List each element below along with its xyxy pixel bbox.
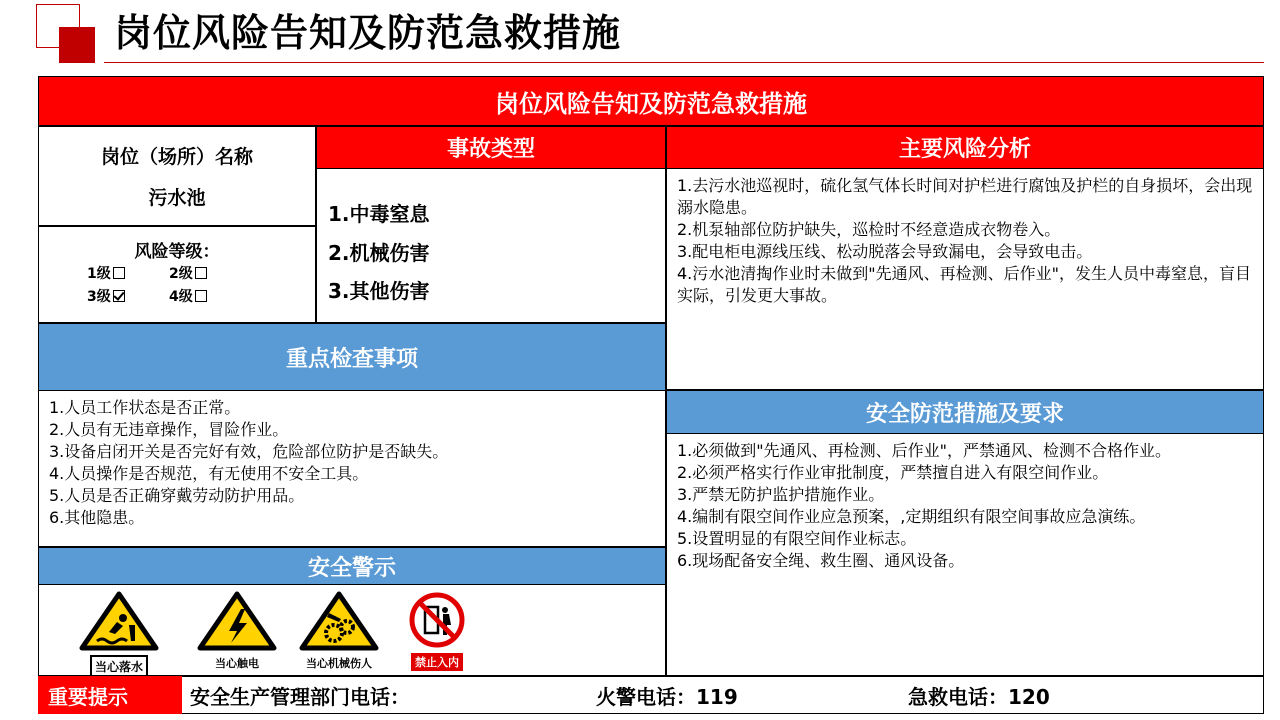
list-item: 3.严禁无防护监护措施作业。 — [677, 485, 885, 504]
list-item: 3.其他伤害 — [328, 279, 430, 303]
title-divider — [104, 62, 1264, 63]
inspection-header: 重点检查事项 — [38, 323, 666, 391]
checkbox-icon — [195, 267, 207, 279]
checkbox-icon — [113, 267, 125, 279]
warning-header: 安全警示 — [38, 547, 666, 585]
sign-label: 当心机械伤人 — [306, 657, 372, 670]
list-item: 2.人员有无违章操作，冒险作业。 — [49, 420, 289, 439]
list-item: 5.设置明显的有限空间作业标志。 — [677, 529, 917, 548]
post-name-cell — [38, 126, 316, 226]
risk-level-label: 风险等级： — [134, 242, 220, 262]
risk-level-2: 2级 — [169, 263, 207, 283]
list-item: 6.其他隐患。 — [49, 508, 145, 527]
risk-analysis-header: 主要风险分析 — [666, 126, 1264, 169]
post-name-value: 污水池 — [148, 187, 206, 209]
sign-label: 当心落水 — [90, 655, 148, 678]
list-item: 4.人员操作是否规范，有无使用不安全工具。 — [49, 464, 369, 483]
accident-type-header: 事故类型 — [316, 126, 666, 169]
checkbox-icon — [195, 290, 207, 302]
page-title: 岗位风险告知及防范急救措施 — [114, 11, 622, 55]
list-item: 5.人员是否正确穿戴劳动防护用品。 — [49, 486, 305, 505]
measures-header: 安全防范措施及要求 — [666, 390, 1264, 434]
safety-department-phone: 安全生产管理部门电话： — [190, 684, 410, 709]
warning-sign-machinery — [299, 591, 379, 671]
header-decoration-block — [59, 27, 95, 63]
warning-sign-no-entry — [405, 591, 469, 671]
risk-level-cell — [38, 226, 316, 323]
risk-analysis-list — [666, 168, 1264, 390]
drowning-warning-icon — [79, 591, 159, 651]
sign-label: 当心触电 — [215, 657, 259, 670]
inspection-list — [38, 390, 666, 547]
list-item: 2.机泵轴部位防护缺失，巡检时不经意造成衣物卷入。 — [677, 220, 1061, 239]
accident-type-list — [316, 168, 666, 323]
list-item: 1.去污水池巡视时，硫化氢气体长时间对护栏进行腐蚀及护栏的自身损坏，会出现溺水隐患。 — [677, 176, 1253, 217]
list-item: 6.现场配备安全绳、救生圈、通风设备。 — [677, 551, 965, 570]
sign-label: 禁止入内 — [411, 653, 463, 671]
list-item: 1.中毒窒息 — [328, 202, 430, 226]
list-item: 3.设备启闭开关是否完好有效，危险部位防护是否缺失。 — [49, 442, 449, 461]
risk-level-4: 4级 — [169, 286, 207, 306]
measures-list — [666, 433, 1264, 676]
warning-sign-drowning — [79, 591, 159, 678]
list-item: 2.机械伤害 — [328, 240, 430, 265]
list-item: 2.必须严格实行作业审批制度，严禁擅自进入有限空间作业。 — [677, 463, 1109, 482]
list-item: 1.必须做到"先通风、再检测、后作业"，严禁通风、检测不合格作业。 — [677, 441, 1171, 460]
risk-level-1: 1级 — [87, 263, 125, 283]
list-item: 4.编制有限空间作业应急预案，,定期组织有限空间事故应急演练。 — [677, 507, 1146, 526]
list-item: 4.污水池清掏作业时未做到"先通风、再检测、后作业"，发生人员中毒窒息，盲目实际，引发更大事故。 — [677, 264, 1251, 305]
list-item: 1.人员工作状态是否正常。 — [49, 398, 241, 417]
warning-signs-area — [38, 584, 666, 676]
post-name-label: 岗位（场所）名称 — [100, 146, 253, 168]
machinery-injury-warning-icon — [299, 591, 379, 651]
risk-level-3: 3级 — [87, 286, 125, 306]
no-entry-icon — [405, 591, 469, 649]
electric-shock-warning-icon — [197, 591, 277, 651]
table-banner: 岗位风险告知及防范急救措施 — [38, 76, 1264, 126]
list-item: 3.配电柜电源线压线、松动脱落会导致漏电，会导致电击。 — [677, 242, 1093, 261]
fire-alarm-phone: 火警电话：119 — [596, 684, 738, 709]
important-notice-tag: 重要提示 — [38, 676, 182, 714]
warning-sign-electric — [197, 591, 277, 671]
emergency-phone: 急救电话：120 — [908, 684, 1050, 709]
checked-checkbox-icon — [113, 290, 125, 302]
